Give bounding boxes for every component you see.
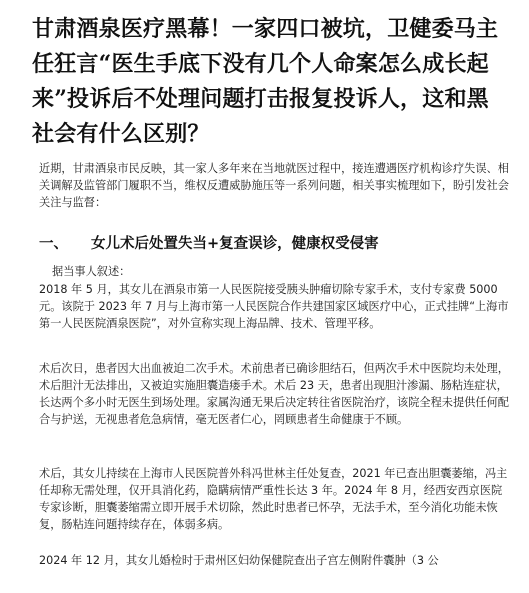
section-heading-text: 女儿术后处置失当+复查误诊，健康权受侵害	[91, 235, 379, 252]
body-paragraph-surgery: 2018 年 5 月，其女儿在酒泉市第一人民医院接受胰头肿瘤切除专家手术，支付专家费 5000 元。该院于 2023 年 7 月与上海市第一人民医院合作共建国家区域医疗中心，正式挂牌“上海市第一人民医院酒泉医院”，对外宣称实现上海品牌、技术、管理平移。	[39, 283, 509, 330]
section-heading	[39, 234, 509, 254]
reporter-label: 据当事人叙述：	[52, 265, 131, 278]
body-paragraph-postop: 术后次日，患者因大出血被迫二次手术。术前患者已确诊胆结石，但两次手术中医院均未处理，术后胆汁无法排出，又被迫实施胆囊造瘘手术。术后 23 天，患者出现胆汁渗漏、肠粘连症状，长达两个多小时无医生到场处理。家属沟通无果后决定转往省医院治疗，该院全程未提供任何配合与护送，无视患者危急病情，毫无医者仁心，罔顾患者生命健康于不顾。	[39, 362, 509, 426]
page-title: 甘肃酒泉医疗黑幕！一家四口被坑，卫健委马主任狂言“医生手底下没有几个人命案怎么成长起来”投诉后不处理问题打击报复投诉人，这和黑社会有什么区别？	[32, 16, 499, 147]
body-paragraph-followup: 术后，其女儿持续在上海市人民医院普外科冯世林主任处复查，2021 年已查出胆囊萎缩，冯主任却称无需处理，仅开具消化药，隐瞒病情严重性长达 3 年。2024 年 8 月，经西安西京医院专家诊断，胆囊萎缩需立即开展手术切除，然此时患者已怀孕，无法手术，至今消化功能未恢复，肠粘连问题持续存在，体弱多病。	[39, 467, 508, 531]
section-number: 一、	[39, 235, 68, 252]
intro-paragraph: 近期，甘肃酒泉市民反映，其一家人多年来在当地就医过程中，接连遭遇医疗机构诊疗失误、相关调解及监管部门履职不当，维权反遭威胁施压等一系列问题，相关事实梳理如下，盼引发社会关注与监督：	[39, 162, 509, 209]
body-paragraph-checkup: 2024 年 12 月，其女儿婚检时于肃州区妇幼保健院查出子宫左侧附件囊肿（3 公	[39, 554, 439, 567]
